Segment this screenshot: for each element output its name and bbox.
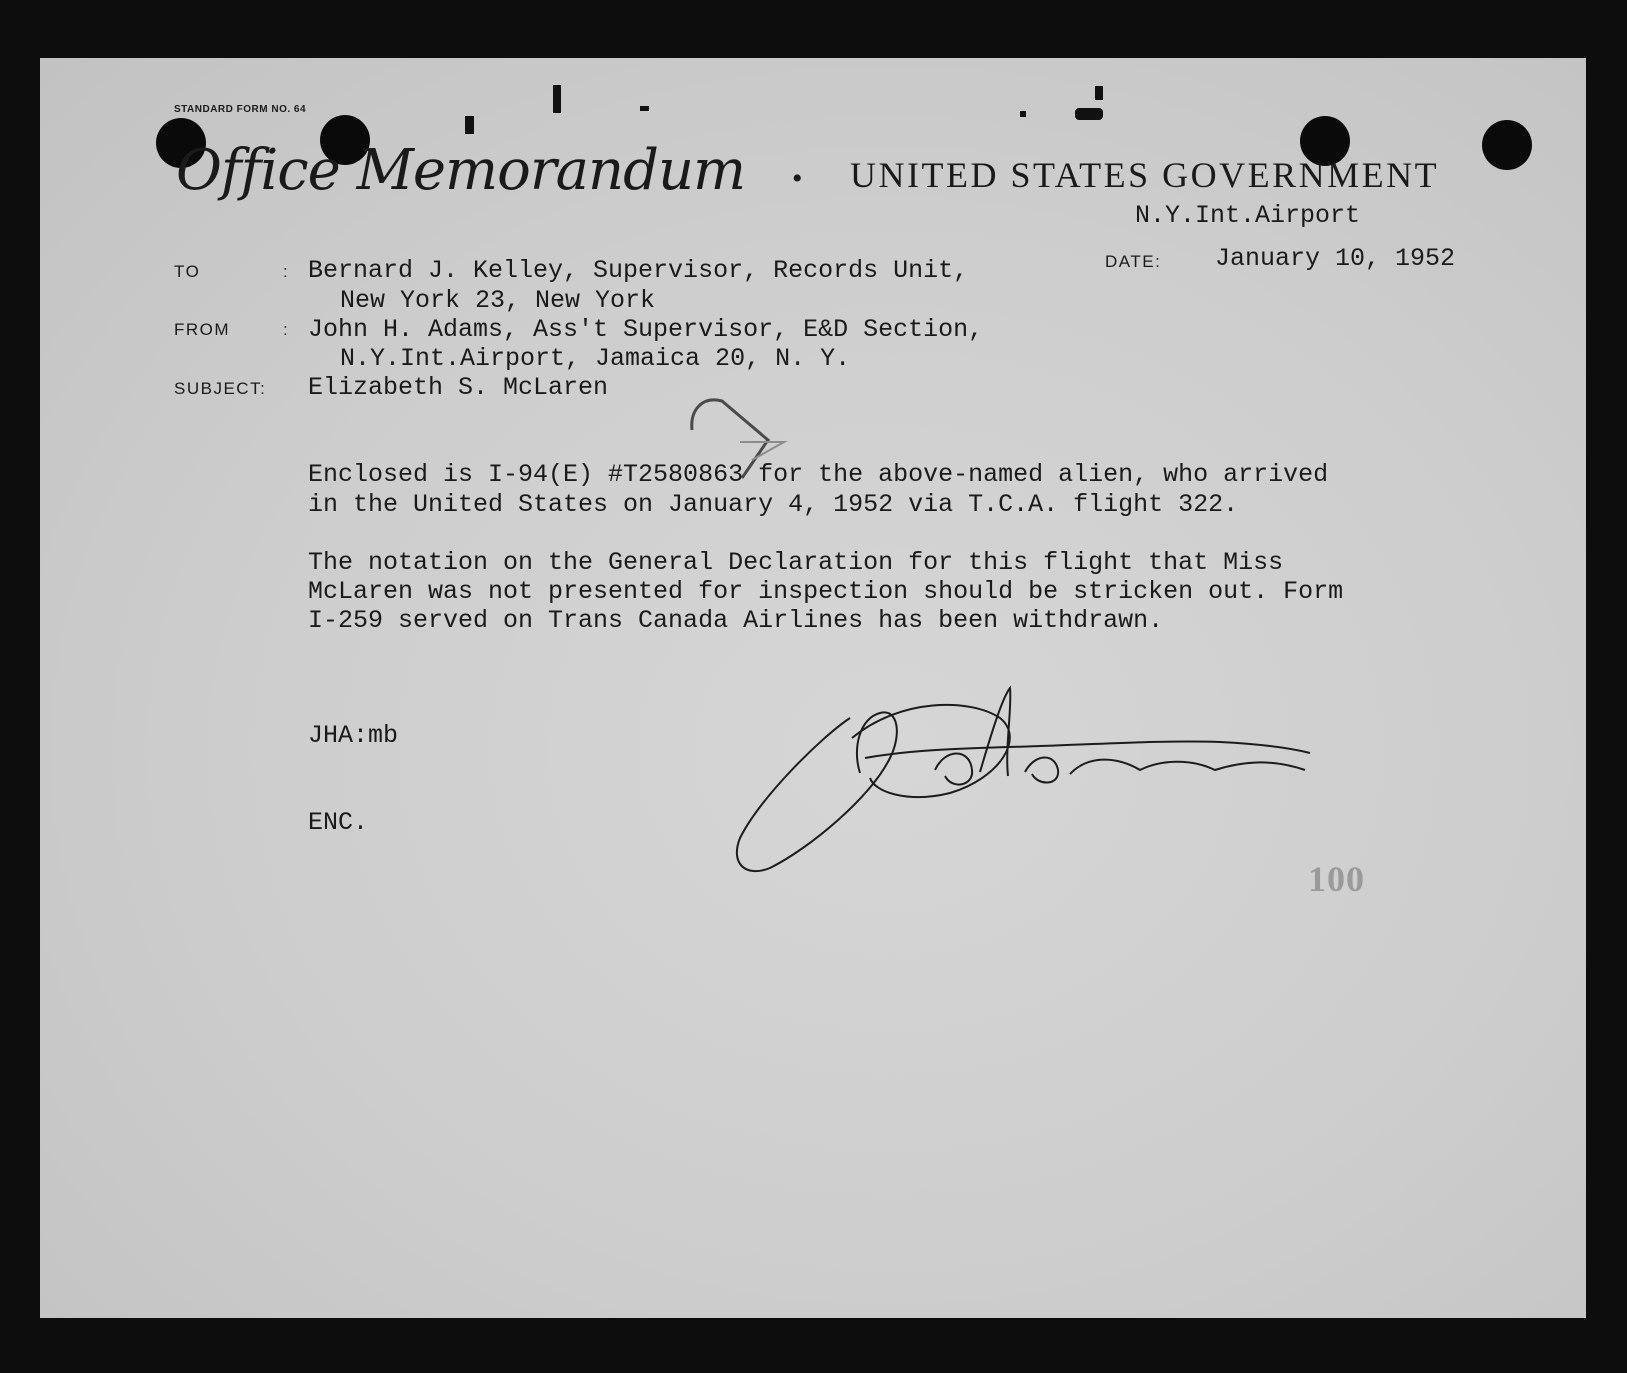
to-label: TO xyxy=(174,262,201,281)
body-paragraph-1-line-2: in the United States on January 4, 1952 via T.C.A. flight 322. xyxy=(308,490,1239,519)
typist-initials: JHA:mb xyxy=(308,721,399,750)
body-paragraph-2-line-2: McLaren was not presented for inspection should be stricken out. Form xyxy=(308,577,1344,606)
field-colon: : xyxy=(283,262,290,281)
body-paragraph-2-line-3: I-259 served on Trans Canada Airlines has been withdrawn. xyxy=(308,606,1164,635)
to-line-2: New York 23, New York xyxy=(340,286,656,315)
stamp-number: 100 xyxy=(1308,859,1365,899)
from-label: FROM xyxy=(174,320,231,339)
memo-title: Office Memorandum xyxy=(176,138,746,203)
handwritten-marks xyxy=(40,58,1586,1318)
signature xyxy=(737,688,1310,871)
from-line-1: John H. Adams, Ass't Supervisor, E&D Section, xyxy=(308,315,984,344)
date-value: January 10, 1952 xyxy=(1215,244,1456,273)
subject-value: Elizabeth S. McLaren xyxy=(308,373,609,402)
government-heading: UNITED STATES GOVERNMENT xyxy=(850,155,1440,195)
date-label: DATE: xyxy=(1105,252,1162,271)
location-line: N.Y.Int.Airport xyxy=(1135,201,1361,230)
to-line-1: Bernard J. Kelley, Supervisor, Records Unit, xyxy=(308,256,969,285)
field-colon: : xyxy=(283,320,290,339)
memo-sheet xyxy=(40,58,1586,1318)
title-bullet: • xyxy=(792,162,803,195)
from-line-2: N.Y.Int.Airport, Jamaica 20, N. Y. xyxy=(340,344,851,373)
standard-form-number: STANDARD FORM NO. 64 xyxy=(174,104,307,115)
enclosure-note: ENC. xyxy=(308,808,369,837)
check-mark xyxy=(692,400,768,478)
subject-label: SUBJECT: xyxy=(174,379,267,398)
body-paragraph-1-line-1: Enclosed is I-94(E) #T2580863 for the above-named alien, who arrived xyxy=(308,460,1329,489)
body-paragraph-2-line-1: The notation on the General Declaration for this flight that Miss xyxy=(308,548,1284,577)
